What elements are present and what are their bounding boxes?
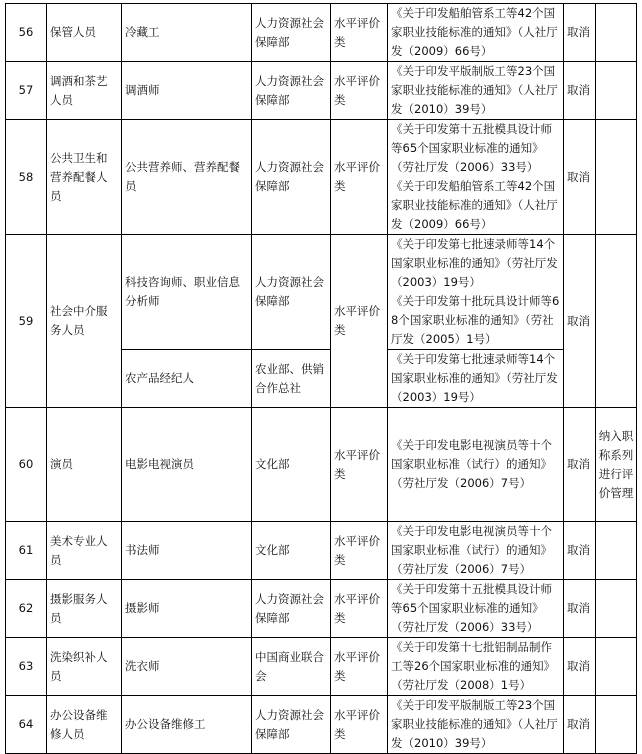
row-number: 64 — [6, 696, 47, 754]
occupation-cell: 科技咨询师、职业信息分析师 — [122, 235, 252, 350]
table-row — [6, 696, 637, 754]
table-row — [6, 235, 637, 350]
action-cell: 取消 — [564, 522, 596, 580]
type-cell: 水平评价类 — [331, 522, 388, 580]
category-cell: 演员 — [47, 408, 122, 522]
type-cell: 水平评价类 — [331, 638, 388, 696]
note-cell — [596, 62, 637, 120]
type-cell: 水平评价类 — [331, 696, 388, 754]
department-cell: 人力资源社会保障部 — [252, 120, 331, 235]
document-cell: 《关于印发第十五批模具设计师等65个国家职业标准的通知》（劳社厅发（2006）33号） — [388, 580, 564, 638]
action-cell: 取消 — [564, 120, 596, 235]
category-cell: 办公设备维修人员 — [47, 696, 122, 754]
type-cell: 水平评价类 — [331, 4, 388, 62]
action-cell: 取消 — [564, 580, 596, 638]
document-cell: 《关于印发第七批速录师等14个国家职业标准的通知》（劳社厅发（2003）19号） — [388, 350, 564, 408]
department-cell: 人力资源社会保障部 — [252, 235, 331, 350]
department-cell: 人力资源社会保障部 — [252, 4, 331, 62]
document-cell — [388, 120, 564, 235]
row-number: 61 — [6, 522, 47, 580]
action-cell: 取消 — [564, 696, 596, 754]
action-cell: 取消 — [564, 235, 596, 408]
department-cell: 人力资源社会保障部 — [252, 696, 331, 754]
department-cell: 农业部、供销合作总社 — [252, 350, 331, 408]
type-cell: 水平评价类 — [331, 62, 388, 120]
document-reference: 《关于印发第十批玩具设计师等68个国家职业标准的通知》（劳社厅发（2005）1号） — [391, 294, 560, 346]
row-number: 56 — [6, 4, 47, 62]
document-reference: 《关于印发船舶管系工等42个国家职业技能标准的通知》（人社厅发（2009）66号） — [391, 179, 558, 231]
occupation-cell: 摄影师 — [122, 580, 252, 638]
note-cell — [596, 4, 637, 62]
occupation-cell: 书法师 — [122, 522, 252, 580]
department-cell: 人力资源社会保障部 — [252, 580, 331, 638]
table-row — [6, 580, 637, 638]
department-cell: 中国商业联合会 — [252, 638, 331, 696]
type-cell: 水平评价类 — [331, 408, 388, 522]
note-cell — [596, 580, 637, 638]
table-row — [6, 638, 637, 696]
department-cell: 文化部 — [252, 522, 331, 580]
department-cell: 文化部 — [252, 408, 331, 522]
note-cell — [596, 120, 637, 235]
note-cell — [596, 522, 637, 580]
row-number: 62 — [6, 580, 47, 638]
category-cell: 公共卫生和营养配餐人员 — [47, 120, 122, 235]
occupation-cell: 洗衣师 — [122, 638, 252, 696]
category-cell: 摄影服务人员 — [47, 580, 122, 638]
category-cell: 调酒和茶艺人员 — [47, 62, 122, 120]
document-cell: 《关于印发平版制版工等23个国家职业技能标准的通知》（人社厅发（2010）39号） — [388, 62, 564, 120]
occupation-cell: 冷藏工 — [122, 4, 252, 62]
document-cell: 《关于印发船舶管系工等42个国家职业技能标准的通知》（人社厅发（2009）66号） — [388, 4, 564, 62]
table-row — [6, 120, 637, 235]
action-cell: 取消 — [564, 4, 596, 62]
department-cell: 人力资源社会保障部 — [252, 62, 331, 120]
occupation-cell: 电影电视演员 — [122, 408, 252, 522]
row-number: 60 — [6, 408, 47, 522]
row-number: 57 — [6, 62, 47, 120]
occupation-cell: 公共营养师、营养配餐员 — [122, 120, 252, 235]
document-cell: 《关于印发电影电视演员等十个国家职业标准（试行）的通知》（劳社厅发（2006）7号） — [388, 408, 564, 522]
note-cell — [596, 696, 637, 754]
document-cell: 《关于印发第十七批铝制品制作工等26个国家职业标准的通知》（劳社厅发（2008）1号） — [388, 638, 564, 696]
occupation-cell: 调酒师 — [122, 62, 252, 120]
category-cell: 洗染织补人员 — [47, 638, 122, 696]
note-cell — [596, 235, 637, 408]
document-cell: 《关于印发电影电视演员等十个国家职业标准（试行）的通知》（劳社厅发（2006）7号） — [388, 522, 564, 580]
table-row — [6, 62, 637, 120]
document-cell: 《关于印发平版制版工等23个国家职业技能标准的通知》（人社厅发（2010）39号） — [388, 696, 564, 754]
occupation-qualification-table — [5, 3, 637, 754]
category-cell: 保管人员 — [47, 4, 122, 62]
action-cell: 取消 — [564, 408, 596, 522]
category-cell: 社会中介服务人员 — [47, 235, 122, 408]
row-number: 58 — [6, 120, 47, 235]
category-cell: 美术专业人员 — [47, 522, 122, 580]
table-row — [6, 408, 637, 522]
note-cell: 纳入职称系列进行评价管理 — [596, 408, 637, 522]
occupation-cell: 办公设备维修工 — [122, 696, 252, 754]
type-cell: 水平评价类 — [331, 580, 388, 638]
row-number: 59 — [6, 235, 47, 408]
table-row — [6, 522, 637, 580]
type-cell: 水平评价类 — [331, 235, 388, 408]
action-cell: 取消 — [564, 62, 596, 120]
type-cell: 水平评价类 — [331, 120, 388, 235]
occupation-cell: 农产品经纪人 — [122, 350, 252, 408]
row-number: 63 — [6, 638, 47, 696]
document-reference: 《关于印发第十五批模具设计师等65个国家职业标准的通知》（劳社厅发（2006）33号） — [391, 122, 552, 174]
document-cell — [388, 235, 564, 350]
note-cell — [596, 638, 637, 696]
action-cell: 取消 — [564, 638, 596, 696]
table-row — [6, 4, 637, 62]
document-reference: 《关于印发第七批速录师等14个国家职业标准的通知》（劳社厅发（2003）19号） — [391, 237, 558, 289]
